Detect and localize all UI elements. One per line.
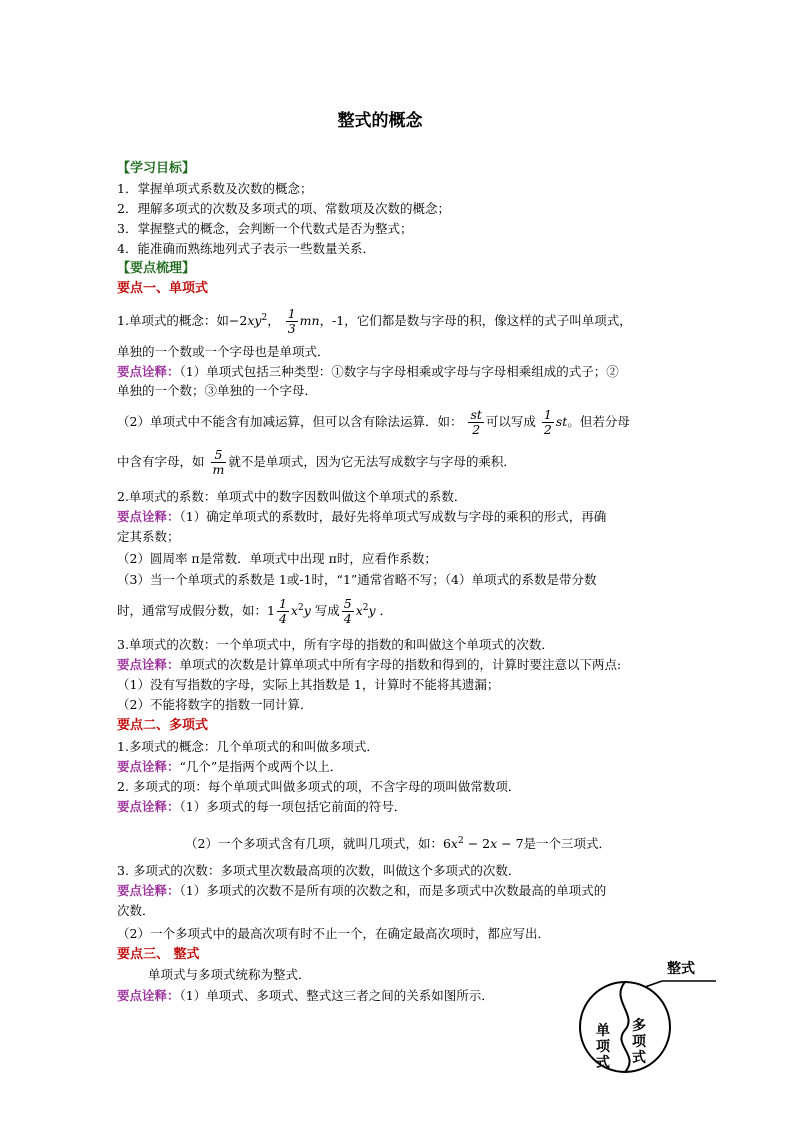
coefficient-note-4: 时，通常写成假分数，如：1 $\frac{1}{4}$ $x^2y$ 写成 $\frac{5}{4}$ $x^2y$ ． — [117, 596, 393, 626]
integral-expression-label: 整式 — [667, 961, 695, 977]
goal-item: 2．理解多项式的次数及多项式的项、常数项及次数的概念； — [117, 201, 450, 216]
fraction-one-half: $\frac{1}{2}$ — [543, 407, 552, 437]
polynomial-label-char: 项 — [632, 1034, 646, 1050]
monomial-note-1: 要点诠释：（1）单项式包括三种类型：①数字与字母相乘或字母与字母相乘组成的式子；② — [117, 364, 619, 379]
polynomial-term-note-2: （2）一个多项式含有几项，就叫几项式，如：$6x^2 - 2x - 7$是一个三项式． — [185, 836, 612, 852]
fraction-st-over-2: $\frac{st}{2}$ — [470, 407, 482, 437]
monomial-note-2: （2）单项式中不能含有加减运算，但可以含有除法运算．如： $\frac{st}{2}$ 可以写成 $\frac{1}{2}$ st。但若分母 — [117, 407, 630, 437]
monomial-note-1-cont: 单独的一个数；③单独的一个字母． — [117, 383, 318, 398]
goal-item: 1．掌握单项式系数及次数的概念； — [117, 181, 313, 196]
fraction-one-third: $\frac{1}{3}$ — [287, 306, 296, 336]
polynomial-term-definition: 2. 多项式的项：每个单项式叫做多项式的项，不含字母的项叫做常数项． — [117, 779, 521, 794]
polynomial-note: 要点诠释：“几个”是指两个或两个以上． — [117, 759, 343, 774]
relationship-diagram — [570, 955, 720, 1085]
polynomial-definition: 1.多项式的概念：几个单项式的和叫做多项式． — [117, 739, 379, 754]
section-1-heading: 要点一、单项式 — [117, 281, 209, 296]
monomial-note-3: 中含有字母，如 $\frac{5}{m}$ 就不是单项式，因为它无法写成数字与字母的乘积． — [117, 447, 516, 477]
polynomial-label-char: 多 — [632, 1018, 646, 1034]
coefficient-note-3: （3）当一个单项式的系数是 1或-1时，“1”通常省略不写；（4）单项式的系数是带分数 — [117, 572, 597, 587]
goal-item: 4．能准确而熟练地列式子表示一些数量关系． — [117, 241, 375, 256]
outer-circle — [580, 982, 670, 1072]
polynomial-degree-note-1-cont: 次数． — [117, 903, 155, 918]
polynomial-degree-note-2: （2）一个多项式中的最高次项有时不止一个，在确定最高次项时，都应写出． — [117, 926, 550, 941]
integral-expression-definition: 单项式与多项式统称为整式． — [148, 967, 311, 982]
polynomial-term-note-1: 要点诠释：（1）多项式的每一项包括它前面的符号． — [117, 799, 407, 814]
fraction-five-quarters: $\frac{5}{4}$ — [343, 596, 352, 626]
monomial-definition-cont: 单独的一个数或一个字母也是单项式． — [117, 344, 330, 359]
coefficient-note-1-cont: 定其系数； — [117, 529, 180, 544]
coefficient-note-2: （2）圆周率 π是常数．单项式中出现 π时，应看作系数； — [117, 551, 437, 566]
summary-heading: 【要点梳理】 — [117, 261, 196, 276]
degree-definition: 3.单项式的次数：一个单项式中，所有字母的指数的和叫做这个单项式的次数． — [117, 637, 554, 652]
polynomial-degree-note-1: 要点诠释：（1）多项式的次数不是所有项的次数之和，而是多项式中次数最高的单项式的 — [117, 883, 607, 898]
divider-curve — [620, 982, 629, 1072]
goal-item: 3．掌握整式的概念，会判断一个代数式是否为整式； — [117, 221, 413, 236]
monomial-definition: 1.单项式的概念：如$-2xy^2$， $\frac{1}{3}$ mn，-1，它们都是数与字母的积，像这样的式子叫单项式， — [117, 306, 632, 336]
section-2-heading: 要点二、多项式 — [117, 718, 209, 733]
fraction-5-over-m: $\frac{5}{m}$ — [212, 447, 225, 477]
degree-note-1: 要点诠释：单项式的次数是计算单项式中所有字母的指数和得到的，计算时要注意以下两点: — [117, 657, 622, 672]
integral-expression-note: 要点诠释：（1）单项式、多项式、整式这三者之间的关系如图所示． — [117, 988, 494, 1003]
coefficient-definition: 2.单项式的系数：单项式中的数字因数叫做这个单项式的系数． — [117, 489, 467, 504]
polynomial-label-char: 式 — [632, 1050, 646, 1066]
degree-note-2: （1）没有写指数的字母，实际上其指数是 1，计算时不能将其遗漏； — [117, 677, 500, 692]
fraction-one-quarter: $\frac{1}{4}$ — [278, 596, 287, 626]
monomial-label-char: 项 — [596, 1039, 610, 1055]
goals-heading: 【学习目标】 — [117, 161, 196, 176]
leader-line — [645, 981, 662, 987]
coefficient-note-1: 要点诠释：（1）确定单项式的系数时，最好先将单项式写成数与字母的乘积的形式，再确 — [117, 509, 607, 524]
monomial-label-char: 式 — [596, 1055, 610, 1071]
degree-note-3: （2）不能将数字的指数一同计算． — [117, 697, 313, 712]
page-title: 整式的概念 — [337, 111, 423, 131]
polynomial-degree-definition: 3. 多项式的次数：多项式里次数最高项的次数，叫做这个多项式的次数． — [117, 863, 521, 878]
monomial-label-char: 单 — [596, 1023, 610, 1039]
section-3-heading: 要点三、 整式 — [117, 947, 200, 962]
